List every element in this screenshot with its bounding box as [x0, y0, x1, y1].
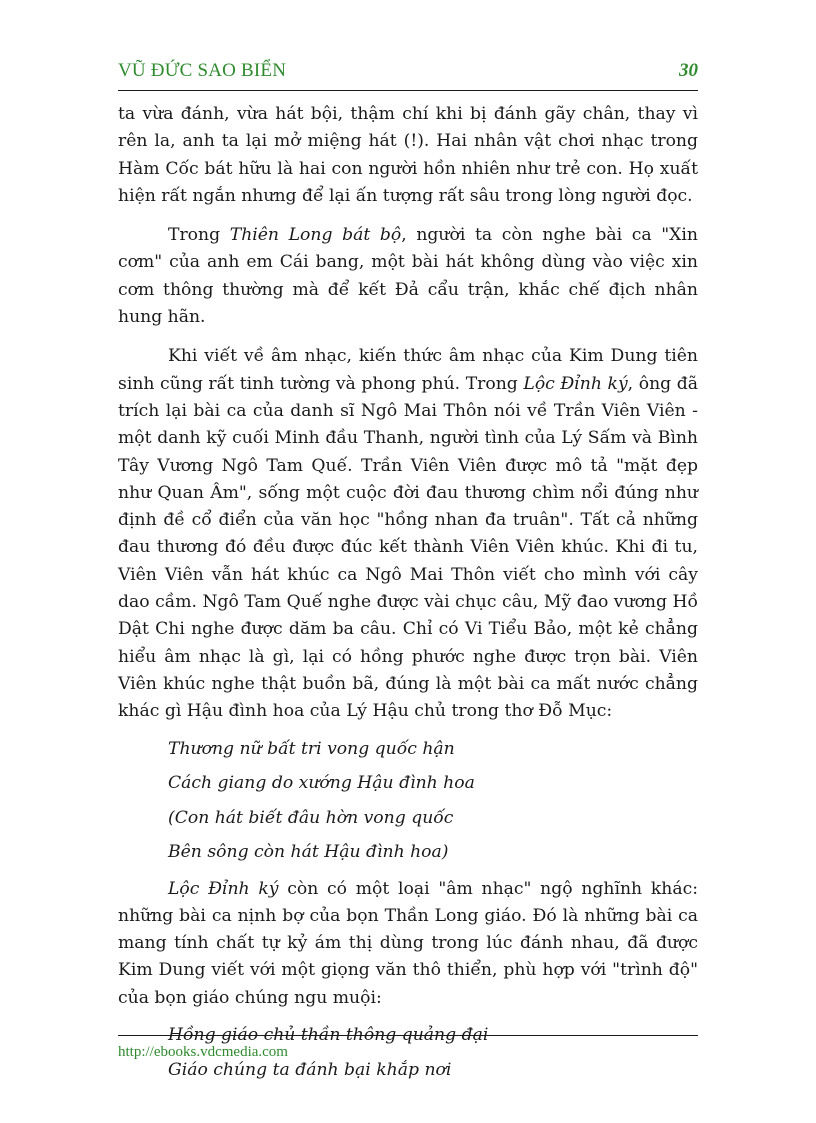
page-body — [118, 101, 698, 1093]
verse-line: Giáo chúng ta đánh bại khắp nơi — [168, 1059, 452, 1080]
verse-line: Thương nữ bất tri vong quốc hận — [168, 738, 455, 759]
paragraph-4-text: còn có một loại "âm nhạc" ngộ nghĩnh khác: những bài ca nịnh bợ của bọn Thần Long giáo. Đó là những bài ca mang tính chất tự kỷ ám thị dùng trong lúc đánh nhau, đã được Kim Dung viết với một giọng văn thô thiển, phù hợp với "trình độ" của bọn giáo chúng ngu muội: — [118, 878, 698, 1008]
paragraph-2-text: Trong — [168, 225, 230, 246]
paragraph-4 — [118, 876, 698, 1012]
page-number: 30 — [679, 60, 698, 81]
verse-line: Bên sông còn hát Hậu đình hoa) — [168, 842, 449, 863]
book-title-thien-long: Thiên Long bát bộ — [229, 225, 402, 246]
book-title-loc-dinh-ky: Lộc Đỉnh ký — [168, 878, 279, 899]
footer-divider — [118, 1035, 698, 1036]
paragraph-3-text-rest: , ông đã trích lại bài ca của danh sĩ Ngô Mai Thôn nói về Trần Viên Viên - một danh kỹ cuối Minh đầu Thanh, người tình của Lý Sấm và Bình Tây Vương Ngô Tam Quế. Trần Viên Viên được mô tả "mặt đẹp như Quan Âm", sống một cuộc đời đau thương chìm nổi đúng như định đề cổ điển của văn học "hồng nhan đa truân". Tất cả những đau thương đó đều được đúc kết thành Viên Viên khúc. Khi đi tu, Viên Viên vẫn hát khúc ca Ngô Mai Thôn viết cho mình với cây dao cầm. Ngô Tam Quế nghe được vài chục câu, Mỹ đao vương Hồ Dật Chi nghe được dăm ba câu. Chỉ có Vi Tiểu Bảo, một kẻ chẳng hiểu âm nhạc là gì, lại có hồng phước nghe được trọn bài. Viên Viên khúc nghe thật buồn bã, đúng là một bài ca mất nước chẳng khác gì Hậu đình hoa của Lý Hậu chủ trong thơ Đỗ Mục: — [118, 373, 698, 722]
paragraph-3 — [118, 343, 698, 725]
book-title: VŨ ĐỨC SAO BIỂN — [118, 60, 287, 81]
paragraph-3-text: Khi viết về âm nhạc, kiến thức âm nhạc của Kim Dung tiên sinh cũng rất tinh tường và phong phú. Trong — [118, 346, 698, 394]
book-title-loc-dinh-ky: Lộc Đỉnh ký — [523, 373, 628, 394]
verse-line: Hồng giáo chủ thần thông quảng đại — [168, 1025, 489, 1046]
paragraph-2-text-rest: , người ta còn nghe bài ca "Xin cơm" của anh em Cái bang, một bài hát không dùng vào việc xin cơm thông thường mà để kết Đả cẩu trận, khắc chế địch nhân hung hãn. — [118, 225, 698, 328]
paragraph-2 — [118, 222, 698, 331]
verse-line: (Con hát biết đâu hờn vong quốc — [168, 807, 454, 828]
paragraph-1: ta vừa đánh, vừa hát bội, thậm chí khi bị đánh gãy chân, thay vì rên la, anh ta lại mở miệng hát (!). Hai nhân vật chơi nhạc trong Hàm Cốc bát hữu là hai con người hồn nhiên như trẻ con. Họ xuất hiện rất ngắn nhưng để lại ấn tượng rất sâu trong lòng người đọc. — [118, 104, 698, 206]
header-divider — [118, 90, 698, 91]
footer-website-link[interactable]: http://ebooks.vdcmedia.com — [118, 1044, 288, 1060]
page-header — [118, 60, 698, 88]
verse-line: Cách giang do xướng Hậu đình hoa — [168, 773, 475, 794]
